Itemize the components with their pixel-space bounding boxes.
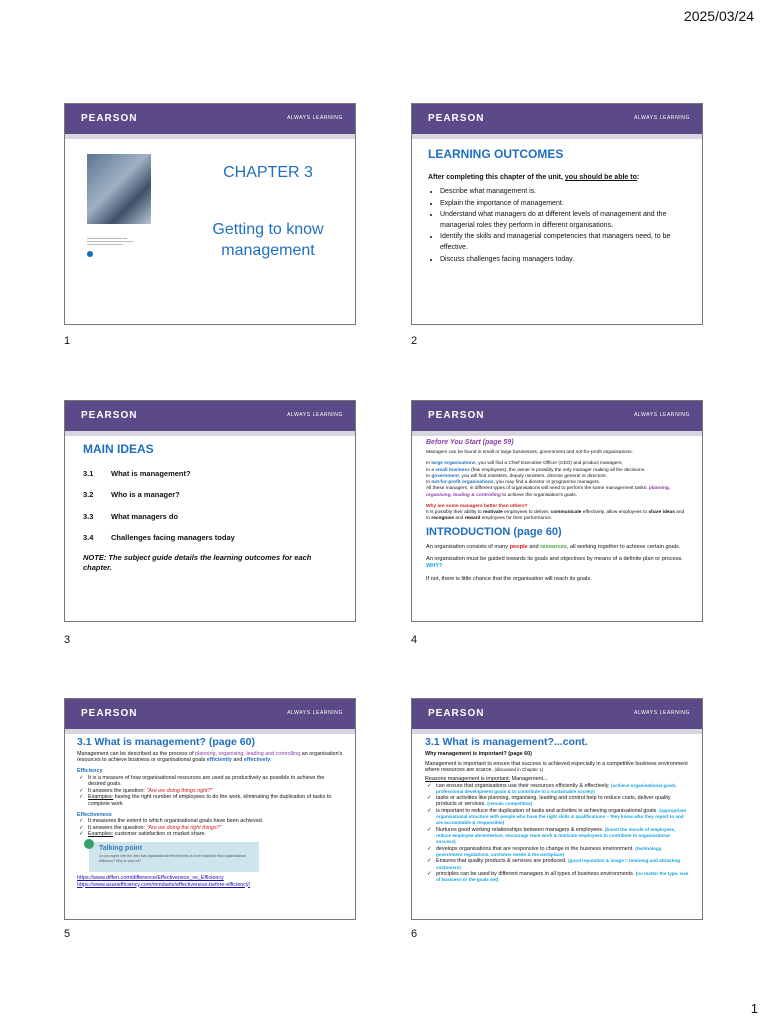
slide-6: PEARSON ALWAYS LEARNING 3.1 What is management?...cont. Why management is important? (page 60) Management is important to ensure that success is achieved especially in a competitive business environment where resources are scarce. (discussed in Chapter 1) Reasons management is important: Management... ✓ can ensure that organisations use their resources efficiently & effectively. (achieve organisational goals, professional development goals & to contribute to a sustainable society) ✓ tasks or activities like planning, organising, leading and control help to reduce costs, deliver quality products or services. (remain competitive) ✓ is important to reduce the duplication of tasks and activities in achieving organisational goals. (appropriate organisational structure with people who have the right skills & qualifications – they know who they report to and are accountable & responsible) ✓ Nurtures good working relationships between managers & employees. (boost the morale of employees, reduce employee absenteeism, encourage team work & motivate employees to contribute to organisational success) ✓ develops organisations that are responsive to change in the business environment. (technology, government regulations, customer needs & the workplace) ✓ Ensures that quality products & services are produced. (good reputation & image = retaining and attracting customers) ✓ principles can be used by different managers in all types of business environments. (no matter the type, size of business or the goals set) bbox=[411, 698, 703, 920]
list-item: • Describe what management is. bbox=[440, 186, 686, 197]
list-item: ✓ It measures the extent to which organisational goals have been achieved. bbox=[88, 818, 343, 825]
tagline: ALWAYS LEARNING bbox=[634, 115, 690, 121]
list-item: ✓ It is a measure of how organisational resources are used as productively as possible to achieve the desired goals. bbox=[88, 775, 343, 788]
list-item: 3.2 Who is a manager? bbox=[83, 490, 180, 500]
slide-4: PEARSON ALWAYS LEARNING Before You Start (page 59) Managers can be found in small or large businesses, government and not-for-profit organisations. In large organisations, you will find a Chief Executive Officer (CEO) and product managers; In a small business (few employees), the owner is possibly the only manager making all the decisions. In government, you will find ministers, deputy ministers, director general or directors. In not-for-profit organisations, you may find a director or programme managers. All these managers, in different types of organisations will need to perform the same management tasks: planning, organising, leading & controlling to achieve the organisation's goals. Why are some managers better than others? It is possibly their ability to motivate employees to deliver, communicate effectively, allow employees to share ideas and to recognise and reward employees for their performance. INTRODUCTION (page 60) An organisation consists of many people and resources, all working together to achieve certain goals. An organisation must be guided towards its goals and objectives by means of a definite plan or process. WHY? If not, there is little chance that the organisation will reach its goals. bbox=[411, 400, 703, 622]
list-item: ✓ develops organisations that are responsive to change in the business environment. (technology, government regulations, customer needs & the workplace) bbox=[436, 846, 689, 859]
list-item: • Explain the importance of management. bbox=[440, 198, 686, 209]
slide-note: NOTE: The subject guide details the learning outcomes for each chapter. bbox=[83, 552, 312, 572]
list-item: 3.4 Challenges facing managers today bbox=[83, 533, 235, 543]
main-ideas-list bbox=[83, 469, 337, 543]
brand-logo: PEARSON bbox=[428, 113, 485, 124]
slide-number: 4 bbox=[411, 634, 418, 646]
list-item: ✓ can ensure that organisations use their resources efficiently & effectively. (achieve organisational goals, professional development goals & to contribute to a sustainable society) bbox=[436, 783, 689, 796]
slide-5: PEARSON ALWAYS LEARNING 3.1 What is management? (page 60) Management can be described as the process of planning, organising, leading and controlling an organisation's resources to achieve business or organisational goals efficiently and effectively. Efficiency ✓ It is a measure of how organisational resources are used as productively as possible to achieve the desired goals. ✓ It answers the question: "Are we doing things right?" ✓ Examples: having the right number of employees to do the work, eliminating the duplication of tasks to complete work Effectiveness ✓ It measures the extent to which organisational goals have been achieved. ✓ It answers the question: "Are we doing the right things?" ✓ Examples: customer satisfaction or market share. Talking point Do you agree with the view that organisational effectiveness is more important than organisational efficiency? Why or why not? https://www.diffen.com/difference/Effectiveness_vs_Efficiency https://www.asanefficiency.com/mindsets/effectiveness-before-efficiency/ bbox=[64, 698, 356, 920]
list-item: ✓ tasks or activities like planning, organising, leading and control help to reduce costs, deliver quality products or services. (remain competitive) bbox=[436, 795, 689, 808]
slide-3 bbox=[64, 400, 356, 622]
list-item: ✓ Nurtures good working relationships between managers & employees. (boost the morale of employees, reduce employee absenteeism, encourage team work & motivate employees to contribute to organisational success) bbox=[436, 827, 689, 846]
slide-2 bbox=[411, 103, 703, 325]
list-item: • Understand what managers do at different levels of management and the managerial roles they perform in different organisations. bbox=[440, 209, 686, 231]
brand-logo: PEARSON bbox=[428, 410, 485, 421]
list-item: ✓ Ensures that quality products & services are produced. (good reputation & image = retaining and attracting customers) bbox=[436, 858, 689, 871]
efficiency-link[interactable]: https://www.diffen.com/difference/Effectiveness_vs_Efficiency bbox=[77, 874, 224, 881]
slide-number: 6 bbox=[411, 928, 418, 940]
speech-bubble-icon bbox=[84, 839, 94, 849]
pearson-icon bbox=[87, 251, 93, 257]
brand-logo: PEARSON bbox=[428, 708, 485, 719]
before-you-start-title: Before You Start (page 59) bbox=[426, 439, 514, 446]
slide-title: 3.1 What is management? (page 60) bbox=[77, 736, 255, 748]
book-cover bbox=[87, 154, 151, 294]
brand-logo: PEARSON bbox=[81, 410, 138, 421]
slide-number: 2 bbox=[411, 335, 418, 347]
list-item: ✓ It answers the question: "Are we doing things right?" bbox=[88, 788, 343, 795]
slide-title: 3.1 What is management?...cont. bbox=[425, 736, 588, 748]
tagline: ALWAYS LEARNING bbox=[634, 412, 690, 418]
list-item: ✓ principles can be used by different managers in all types of business environments. (no matter the type, size of business or the goals set) bbox=[436, 871, 689, 884]
cover-photo bbox=[87, 154, 151, 224]
outcomes-intro: After completing this chapter of the unit, you should be able to: bbox=[428, 174, 640, 182]
tagline: ALWAYS LEARNING bbox=[634, 710, 690, 716]
list-item: 3.1 What is management? bbox=[83, 469, 191, 478]
effectiveness-link[interactable]: https://www.asanefficiency.com/mindsets/effectiveness-before-efficiency/ bbox=[77, 881, 251, 888]
outcomes-list bbox=[428, 186, 686, 264]
list-item: 3.3 What managers do bbox=[83, 511, 179, 521]
chapter-title: CHAPTER 3 bbox=[223, 164, 313, 181]
slide-1 bbox=[64, 103, 356, 325]
list-item: ✓ is important to reduce the duplication of tasks and activities in achieving organisational goals. (appropriate organisational structure with people who have the right skills & qualifications – they know who they report to and are accountable & responsible) bbox=[436, 808, 689, 827]
tagline: ALWAYS LEARNING bbox=[287, 115, 343, 121]
list-item: ✓ Examples: customer satisfaction or market share. bbox=[88, 831, 343, 838]
slide-title: MAIN IDEAS bbox=[83, 442, 154, 456]
tagline: ALWAYS LEARNING bbox=[287, 710, 343, 716]
slide-number: 5 bbox=[64, 928, 71, 940]
list-item: • Discuss challenges facing managers today. bbox=[440, 254, 686, 265]
brand-logo: PEARSON bbox=[81, 113, 138, 124]
list-item: ✓ It answers the question: "Are we doing the right things?" bbox=[88, 825, 343, 832]
list-item: ✓ Examples: having the right number of employees to do the work, eliminating the duplication of tasks to complete work bbox=[88, 794, 343, 807]
slide-number: 3 bbox=[64, 634, 71, 646]
list-item: • Identify the skills and managerial competencies that managers need, to be effective. bbox=[440, 231, 686, 253]
brand-logo: PEARSON bbox=[81, 708, 138, 719]
chapter-subtitle: Getting to know management bbox=[212, 221, 324, 259]
introduction-title: INTRODUCTION (page 60) bbox=[426, 526, 562, 539]
talking-point-box: Talking point Do you agree with the view that organisational effectiveness is more important than organisational efficiency? Why or why not? bbox=[89, 842, 259, 872]
header-date: 2025/03/24 bbox=[683, 8, 754, 24]
slide-title: LEARNING OUTCOMES bbox=[428, 147, 564, 161]
slide-number: 1 bbox=[64, 335, 71, 347]
slide-header bbox=[65, 104, 355, 134]
page-number: 1 bbox=[750, 1001, 758, 1016]
tagline: ALWAYS LEARNING bbox=[287, 412, 343, 418]
reasons-list bbox=[425, 783, 689, 884]
